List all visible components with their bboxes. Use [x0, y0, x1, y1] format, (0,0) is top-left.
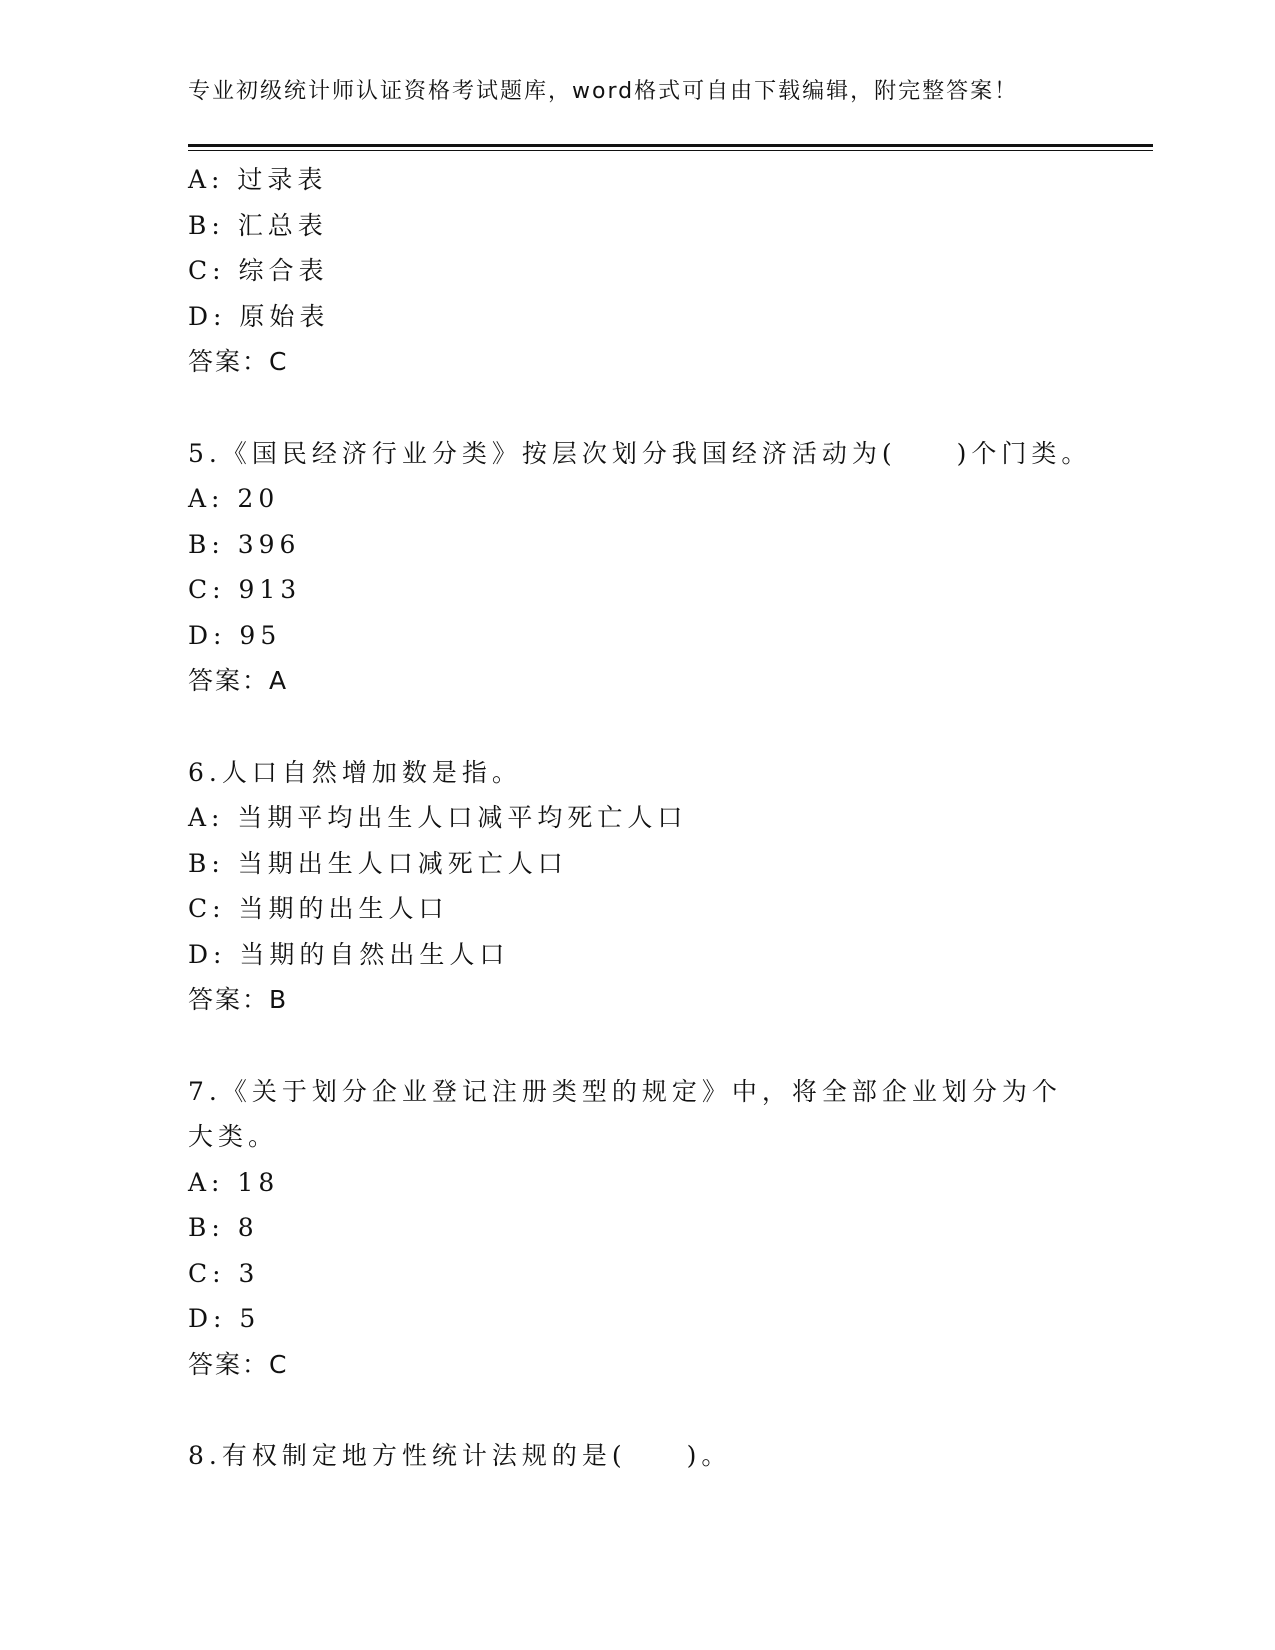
option-b: B: 汇总表: [188, 210, 328, 240]
option-a: A: 18: [188, 1167, 280, 1197]
question-stem: 7.《关于划分企业登记注册类型的规定》中，将全部企业划分为个大类。: [188, 1076, 1062, 1151]
question-list: [188, 157, 1092, 1479]
spacer: [188, 385, 1088, 431]
option-c: C: 3: [188, 1258, 260, 1288]
option-c: C: 综合表: [188, 256, 329, 285]
question-4: [188, 157, 1088, 385]
question-7: [188, 1069, 1088, 1388]
option-c: C: 913: [188, 575, 302, 604]
header-rule-thick: [188, 144, 1153, 147]
option-d: D: 当期的自然出生人口: [188, 939, 510, 969]
option-d: D: 原始表: [188, 301, 330, 331]
question-8: [188, 1433, 1088, 1479]
option-c: C: 当期的出生人口: [188, 894, 449, 923]
answer-line: 答案：C: [188, 347, 289, 376]
question-6: [188, 750, 1088, 1023]
option-a: A: 当期平均出生人口减平均死亡人口: [188, 803, 688, 832]
option-a: A: 过录表: [188, 165, 328, 194]
question-5: [188, 431, 1092, 704]
option-b: B: 8: [188, 1213, 259, 1242]
answer-line: 答案：C: [188, 1349, 289, 1379]
answer-line: 答案：A: [188, 666, 289, 695]
header-rule-thin: [188, 150, 1153, 151]
option-b: B: 396: [188, 529, 301, 559]
option-d: D: 5: [188, 1304, 261, 1333]
page-header: 专业初级统计师认证资格考试题库，word格式可自由下载编辑，附完整答案！: [188, 79, 1019, 104]
spacer: [188, 704, 1088, 750]
answer-line: 答案：B: [188, 985, 289, 1014]
option-d: D: 95: [188, 620, 282, 650]
question-stem: 6.人口自然增加数是指。: [188, 757, 522, 787]
option-a: A: 20: [188, 484, 280, 513]
question-stem: 8.有权制定地方性统计法规的是( )。: [188, 1441, 732, 1470]
spacer: [188, 1387, 1088, 1433]
spacer: [188, 1023, 1088, 1069]
question-stem: 5.《国民经济行业分类》按层次划分我国经济活动为( )个门类。: [188, 438, 1092, 468]
option-b: B: 当期出生人口减死亡人口: [188, 848, 568, 878]
